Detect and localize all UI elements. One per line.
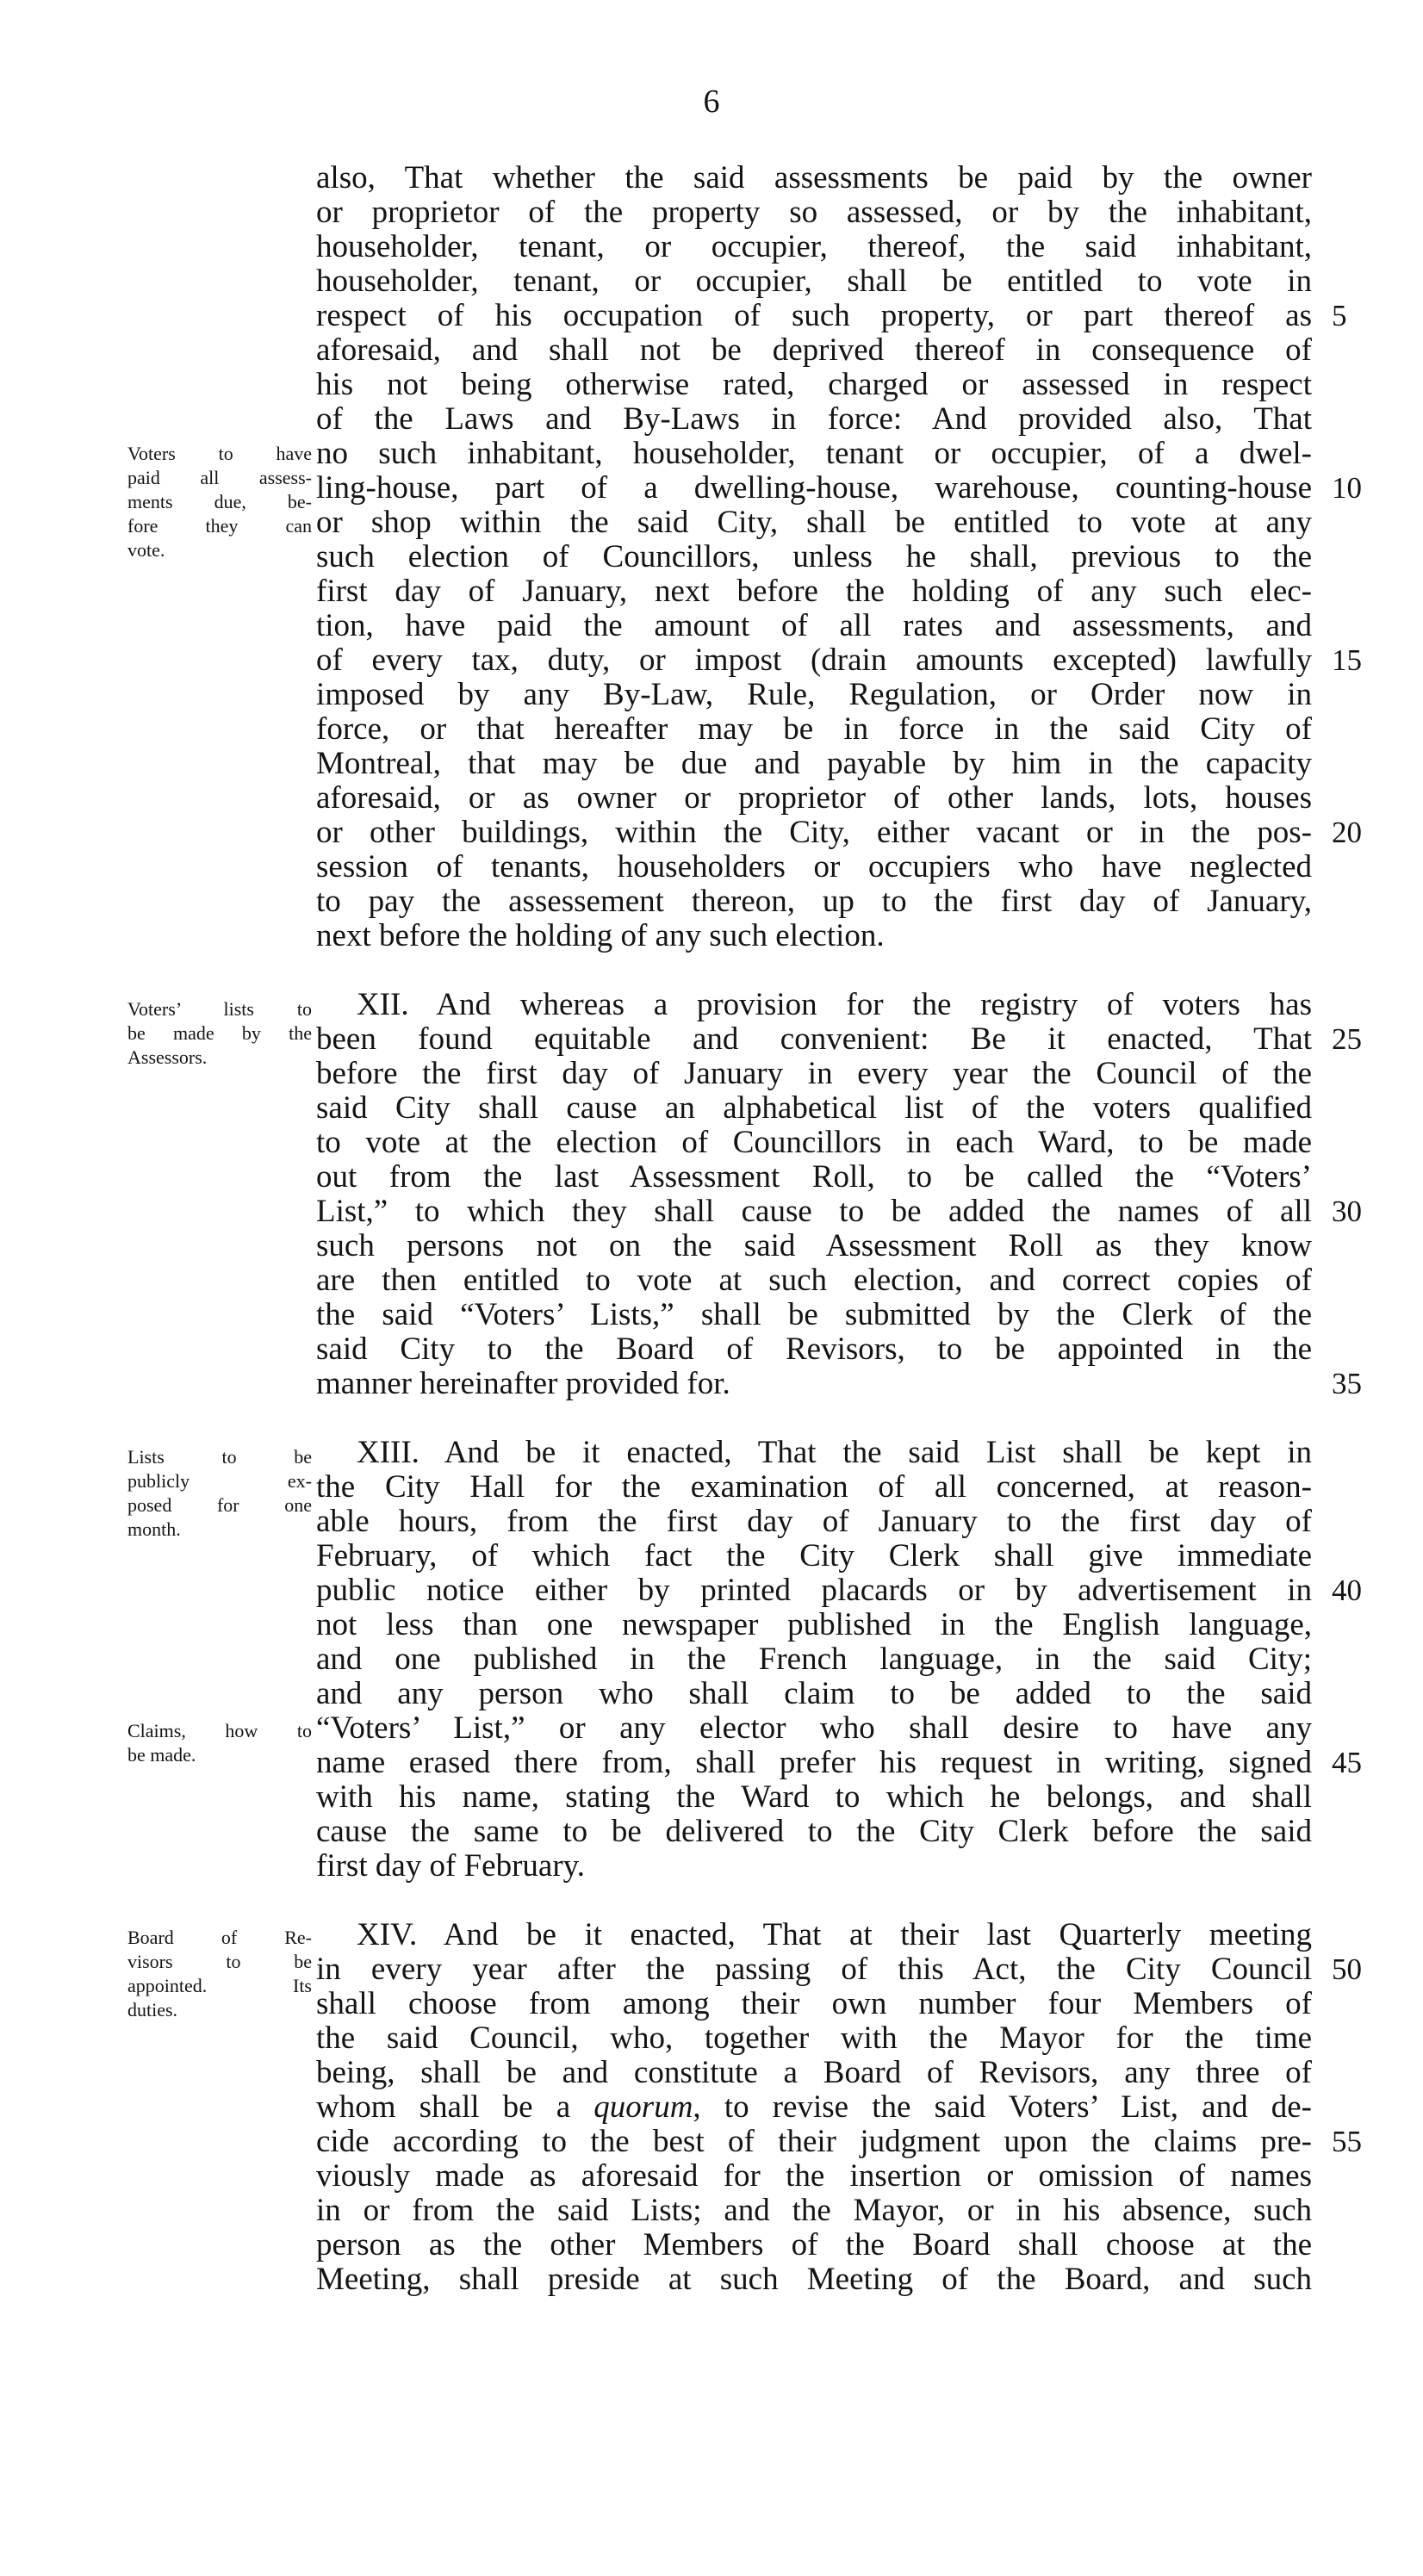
margin-note-line: be made by the bbox=[127, 1022, 312, 1044]
section-heading-line: XIII. And be it enacted, That the said List shall be kept in bbox=[357, 1435, 1312, 1470]
line-number: 45 bbox=[1332, 1746, 1362, 1779]
body-line: of the Laws and By-Laws in force: And provided also, That bbox=[316, 401, 1312, 437]
body-line: List,” to which they shall cause to be added the names of all bbox=[316, 1194, 1312, 1229]
body-line: to vote at the election of Councillors in each Ward, to be made bbox=[316, 1125, 1312, 1160]
body-line: said City shall cause an alphabetical list of the voters qualified bbox=[316, 1090, 1312, 1126]
body-line: person as the other Members of the Board shall choose at the bbox=[316, 2227, 1312, 2263]
body-line: able hours, from the first day of January to the first day of bbox=[316, 1504, 1312, 1539]
margin-note-line: appointed. Its bbox=[127, 1975, 312, 1996]
line-number: 55 bbox=[1332, 2125, 1362, 2158]
body-text: , to revise the said Voters’ List, and de- bbox=[693, 2089, 1312, 2125]
body-line: householder, tenant, or occupier, shall be entitled to vote in bbox=[316, 264, 1312, 299]
body-line: with his name, stating the Ward to which he belongs, and shall bbox=[316, 1779, 1312, 1815]
body-line: his not being otherwise rated, charged or assessed in respect bbox=[316, 367, 1312, 402]
body-line: are then entitled to vote at such election, and correct copies of bbox=[316, 1263, 1312, 1298]
body-line: householder, tenant, or occupier, thereof, the said inhabitant, bbox=[316, 229, 1312, 264]
body-line: aforesaid, and shall not be deprived thereof in consequence of bbox=[316, 332, 1312, 368]
body-line: ling-house, part of a dwelling-house, warehouse, counting-house bbox=[316, 470, 1312, 506]
margin-note-line: vote. bbox=[127, 539, 165, 561]
body-line: Meeting, shall preside at such Meeting of the Board, and such bbox=[316, 2262, 1312, 2297]
line-number: 50 bbox=[1332, 1952, 1362, 1986]
body-line: such election of Councillors, unless he shall, previous to the bbox=[316, 539, 1312, 574]
body-line: “Voters’ List,” or any elector who shall desire to have any bbox=[316, 1710, 1312, 1746]
body-line: or other buildings, within the City, either vacant or in the pos- bbox=[316, 815, 1312, 850]
body-line: force, or that hereafter may be in force in the said City of bbox=[316, 711, 1312, 747]
body-line: or proprietor of the property so assessed, or by the inhabitant, bbox=[316, 195, 1312, 230]
section-heading-line: XII. And whereas a provision for the registry of voters has bbox=[357, 987, 1312, 1022]
body-line: and any person who shall claim to be added to the said bbox=[316, 1676, 1312, 1711]
margin-note-line: ments due, be- bbox=[127, 491, 312, 512]
body-line bbox=[316, 2090, 1312, 2125]
body-line: viously made as aforesaid for the insertion or omission of names bbox=[316, 2158, 1312, 2194]
body-line: or shop within the said City, shall be entitled to vote at any bbox=[316, 505, 1312, 540]
body-line: public notice either by printed placards or by advertisement in bbox=[316, 1573, 1312, 1608]
body-line: in or from the said Lists; and the Mayor, or in his absence, such bbox=[316, 2193, 1312, 2228]
margin-note-line: posed for one bbox=[127, 1494, 312, 1516]
body-line: to pay the assessement thereon, up to the first day of January, bbox=[316, 884, 1312, 919]
italic-term: quorum bbox=[593, 2089, 693, 2125]
body-line: no such inhabitant, householder, tenant or occupier, of a dwel- bbox=[316, 436, 1312, 471]
margin-note-line: Lists to be bbox=[127, 1446, 312, 1468]
body-line: the City Hall for the examination of all concerned, at reason- bbox=[316, 1469, 1312, 1505]
body-line: of every tax, duty, or impost (drain amounts excepted) lawfully bbox=[316, 642, 1312, 678]
line-number: 30 bbox=[1332, 1195, 1362, 1228]
body-line: next before the holding of any such election. bbox=[316, 918, 885, 953]
body-line: in every year after the passing of this Act, the City Council bbox=[316, 1952, 1312, 1987]
body-text: whom shall be a bbox=[316, 2089, 594, 2125]
margin-note-line: duties. bbox=[127, 1999, 178, 2020]
margin-note-line: publicly ex- bbox=[127, 1470, 312, 1492]
body-line: session of tenants, householders or occupiers who have neglected bbox=[316, 849, 1312, 885]
line-number: 20 bbox=[1332, 816, 1362, 849]
line-number: 35 bbox=[1332, 1367, 1362, 1400]
body-line: first day of February. bbox=[316, 1848, 586, 1884]
line-number: 10 bbox=[1332, 471, 1362, 505]
body-line: and one published in the French language, in the said City; bbox=[316, 1642, 1312, 1677]
body-line: said City to the Board of Revisors, to be appointed in the bbox=[316, 1331, 1312, 1367]
body-line: the said Council, who, together with the Mayor for the time bbox=[316, 2020, 1312, 2056]
body-line: shall choose from among their own number four Members of bbox=[316, 1986, 1312, 2021]
margin-note-line: paid all assess- bbox=[127, 467, 312, 488]
margin-note-line: Board of Re- bbox=[127, 1927, 312, 1948]
body-line: name erased there from, shall prefer his request in writing, signed bbox=[316, 1745, 1312, 1780]
body-line: the said “Voters’ Lists,” shall be submitted by the Clerk of the bbox=[316, 1297, 1312, 1332]
body-line: Montreal, that may be due and payable by him in the capacity bbox=[316, 746, 1312, 781]
body-line: respect of his occupation of such property, or part thereof as bbox=[316, 298, 1312, 333]
margin-note-line: fore they can bbox=[127, 515, 312, 537]
margin-note-line: Voters’ lists to bbox=[127, 998, 312, 1020]
body-line: being, shall be and constitute a Board of Revisors, any three of bbox=[316, 2055, 1312, 2090]
body-line: aforesaid, or as owner or proprietor of other lands, lots, houses bbox=[316, 780, 1312, 816]
body-line: tion, have paid the amount of all rates and assessments, and bbox=[316, 608, 1312, 643]
line-number: 5 bbox=[1332, 299, 1347, 332]
body-line: February, of which fact the City Clerk shall give immediate bbox=[316, 1538, 1312, 1574]
margin-note-line: be made. bbox=[127, 1744, 196, 1766]
line-number: 15 bbox=[1332, 643, 1362, 677]
margin-note-line: month. bbox=[127, 1518, 181, 1540]
body-line: before the first day of January in every year the Council of the bbox=[316, 1056, 1312, 1091]
body-line: first day of January, next before the holding of any such elec- bbox=[316, 574, 1312, 609]
body-line: not less than one newspaper published in the English language, bbox=[316, 1607, 1312, 1642]
section-heading-line: XIV. And be it enacted, That at their last Quarterly meeting bbox=[357, 1917, 1312, 1952]
body-line: imposed by any By-Law, Rule, Regulation, or Order now in bbox=[316, 677, 1312, 712]
margin-note-line: Voters to have bbox=[127, 443, 312, 464]
margin-note-line: Assessors. bbox=[127, 1046, 208, 1068]
line-number: 40 bbox=[1332, 1574, 1362, 1607]
body-line: cide according to the best of their judgment upon the claims pre- bbox=[316, 2124, 1312, 2159]
margin-note-line: visors to be bbox=[127, 1951, 312, 1972]
body-line: also, That whether the said assessments be paid by the owner bbox=[316, 160, 1312, 196]
body-line: cause the same to be delivered to the City Clerk before the said bbox=[316, 1814, 1312, 1849]
line-number: 25 bbox=[1332, 1022, 1362, 1056]
body-line: such persons not on the said Assessment Roll as they know bbox=[316, 1228, 1312, 1263]
body-line: manner hereinafter provided for. bbox=[316, 1366, 730, 1401]
body-line: been found equitable and convenient: Be it enacted, That bbox=[316, 1021, 1312, 1057]
body-line: out from the last Assessment Roll, to be called the “Voters’ bbox=[316, 1159, 1312, 1195]
margin-note-line: Claims, how to bbox=[127, 1720, 312, 1741]
page-number: 6 bbox=[703, 84, 720, 120]
